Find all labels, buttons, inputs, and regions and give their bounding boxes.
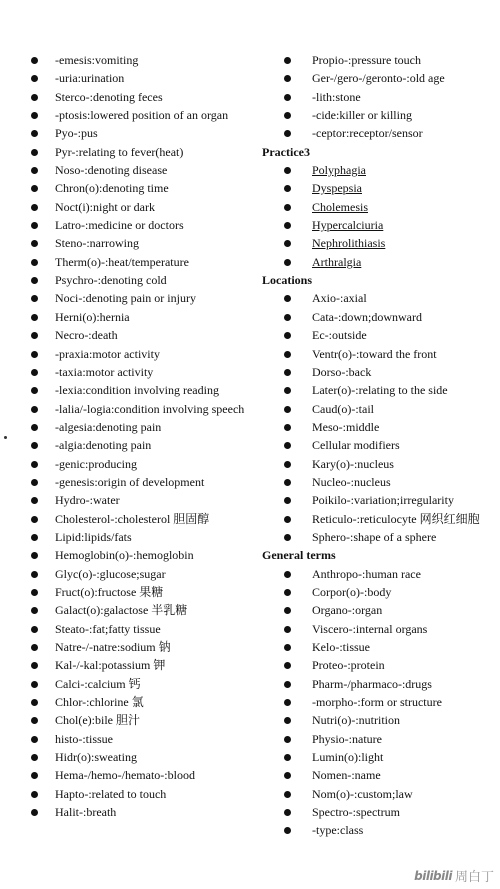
term-item (31, 381, 256, 399)
bullet-icon (31, 461, 38, 468)
list-item-text: Pyr-:relating to fever(heat) (55, 144, 184, 159)
general-term-item (262, 675, 498, 693)
term-item (31, 510, 256, 528)
list-item-text: -genic:producing (55, 456, 137, 471)
bullet-icon (284, 589, 291, 596)
term-item (31, 308, 256, 326)
list-item-text: Nephrolithiasis (312, 236, 386, 251)
bullet-icon (284, 736, 291, 743)
location-item (262, 289, 498, 307)
list-item-text: Pyo-:pus (55, 126, 98, 141)
list-item-text: -ptosis:lowered position of an organ (55, 108, 229, 123)
list-item-text: Steno-:narrowing (55, 236, 139, 251)
bullet-icon (284, 57, 291, 64)
term-item (31, 253, 256, 271)
term-item (31, 638, 256, 656)
general-term-item (262, 711, 498, 729)
general-term-item (262, 620, 498, 638)
list-item-text: -algesia:denoting pain (55, 419, 162, 434)
list-item-text: -type:class (312, 823, 364, 838)
list-item-text: Nucleo-:nucleus (312, 474, 391, 489)
bullet-icon (31, 754, 38, 761)
list-item-text: Nutri(o)-:nutrition (312, 713, 400, 728)
term-item (31, 785, 256, 803)
bullet-icon (31, 204, 38, 211)
stray-dot (4, 436, 7, 439)
list-item-text: Propio-:pressure touch (312, 53, 421, 67)
list-item-text: Proteo-:protein (312, 658, 385, 673)
term-item (31, 766, 256, 784)
term-item (31, 271, 256, 289)
bullet-icon (284, 644, 291, 651)
list-item-text: Lipid:lipids/fats (55, 529, 132, 544)
bullet-icon (31, 369, 38, 376)
list-item-text: Lumin(o):light (312, 750, 384, 765)
list-item-text: Sphero-:shape of a sphere (312, 529, 437, 544)
bullet-icon (284, 626, 291, 633)
list-item-text: Organo-:organ (312, 603, 383, 618)
bullet-icon (284, 369, 291, 376)
location-item (262, 455, 498, 473)
term-item (31, 656, 256, 674)
bullet-icon (284, 167, 291, 174)
term-item (31, 216, 256, 234)
list-item-text: Chlor-:chlorine 氯 (55, 695, 144, 710)
list-item-text: Ventr(o)-:toward the front (312, 346, 437, 361)
term-item (31, 620, 256, 638)
list-item-text: -emesis:vomiting (55, 53, 139, 67)
term-item (31, 69, 256, 87)
bullet-icon (284, 112, 291, 119)
term-item (31, 473, 256, 491)
bullet-icon (31, 94, 38, 101)
list-item-text: Corpor(o)-:body (312, 584, 392, 599)
term-item (31, 88, 256, 106)
general-term-item (262, 748, 498, 766)
list-item-text: Cata-:down;downward (312, 309, 422, 324)
practice-item (262, 234, 498, 252)
list-item-text: Galact(o):galactose 半乳糖 (55, 603, 188, 618)
location-item (262, 510, 498, 528)
term-item (31, 363, 256, 381)
bullet-icon (284, 94, 291, 101)
term-item (262, 106, 498, 124)
list-item-text: Hypercalciuria (312, 218, 384, 233)
list-item-text: Fruct(o):fructose 果糖 (55, 584, 164, 599)
location-item (262, 326, 498, 344)
term-item (31, 124, 256, 142)
practice-heading: Practice3 (262, 144, 310, 159)
list-item-text: Reticulo-:reticulocyte 网织红细胞 (312, 511, 480, 526)
bullet-icon (31, 424, 38, 431)
bullet-icon (284, 461, 291, 468)
watermark-author: 周白丁 (454, 870, 494, 885)
bullet-icon (284, 259, 291, 266)
list-item-text: Physio-:nature (312, 731, 382, 746)
practice-list (262, 161, 498, 271)
list-item-text: Later(o)-:relating to the side (312, 383, 448, 398)
term-item (31, 583, 256, 601)
list-item-text: Therm(o)-:heat/temperature (55, 254, 189, 269)
list-item-text: Latro-:medicine or doctors (55, 218, 184, 233)
bullet-icon (31, 259, 38, 266)
list-item-text: -lalia/-logia:condition involving speech (55, 401, 245, 416)
term-item (31, 345, 256, 363)
list-item-text: Calci-:calcium 钙 (55, 676, 141, 691)
term-item (31, 161, 256, 179)
list-item-text: Glyc(o)-:glucose;sugar (55, 566, 166, 581)
list-item-text: Caud(o)-:tail (312, 401, 374, 416)
list-item-text: Chron(o):denoting time (55, 181, 169, 196)
list-item-text: Cellular modifiers (312, 438, 400, 453)
term-item (31, 528, 256, 546)
list-item-text: -genesis:origin of development (55, 474, 205, 489)
bullet-icon (31, 736, 38, 743)
bullet-icon (31, 791, 38, 798)
list-item-text: Chol(e):bile 胆汁 (55, 713, 140, 728)
general-term-item (262, 803, 498, 821)
list-item-text: Polyphagia (312, 163, 366, 178)
bullet-icon (31, 589, 38, 596)
location-item (262, 436, 498, 454)
bullet-icon (31, 626, 38, 633)
location-item (262, 308, 498, 326)
list-item-text: -lith:stone (312, 89, 361, 104)
list-item-text: Nomen-:name (312, 768, 381, 783)
list-item-text: Dyspepsia (312, 181, 362, 196)
bullet-icon (31, 644, 38, 651)
bullet-icon (284, 406, 291, 413)
list-item-text: Spectro-:spectrum (312, 805, 400, 820)
list-item-text: Herni(o):hernia (55, 309, 130, 324)
bullet-icon (31, 534, 38, 541)
list-item-text: Steato-:fat;fatty tissue (55, 621, 161, 636)
practice-item (262, 253, 498, 271)
term-item (31, 418, 256, 436)
list-item-text: -morpho-:form or structure (312, 695, 442, 710)
list-item-text: Hemoglobin(o)-:hemoglobin (55, 548, 194, 563)
list-item-text: -cide:killer or killing (312, 108, 412, 123)
list-item-text: -taxia:motor activity (55, 364, 154, 379)
bullet-icon (284, 314, 291, 321)
term-item (262, 124, 498, 142)
term-item (262, 51, 498, 69)
term-item (31, 436, 256, 454)
term-item (31, 51, 256, 69)
general-term-item (262, 785, 498, 803)
bullet-icon (284, 699, 291, 706)
bullet-icon (284, 204, 291, 211)
location-item (262, 363, 498, 381)
bullet-icon (31, 406, 38, 413)
list-item-text: Noci-:denoting pain or injury (55, 291, 196, 306)
general-term-item (262, 656, 498, 674)
list-item-text: Meso-:middle (312, 419, 380, 434)
list-item-text: Psychro-:denoting cold (55, 273, 167, 288)
term-item (31, 601, 256, 619)
bullet-icon (31, 351, 38, 358)
general-term-item (262, 766, 498, 784)
term-item (31, 711, 256, 729)
bullet-icon (31, 149, 38, 156)
general-terms-heading: General terms (262, 548, 336, 563)
term-item (31, 730, 256, 748)
list-item-text: Ec-:outside (312, 328, 367, 343)
location-item (262, 400, 498, 418)
location-item (262, 381, 498, 399)
bullet-icon (31, 167, 38, 174)
list-item-text: -algia:denoting pain (55, 438, 152, 453)
bullet-icon (31, 314, 38, 321)
bullet-icon (31, 479, 38, 486)
term-item (31, 491, 256, 509)
general-terms-list (262, 565, 498, 840)
bullet-icon (31, 571, 38, 578)
list-item-text: Halit-:breath (55, 805, 117, 820)
right-column (262, 51, 498, 840)
list-item-text: Hema-/hemo-/hemato-:blood (55, 768, 195, 783)
general-term-item (262, 583, 498, 601)
list-item-text: Kary(o)-:nucleus (312, 456, 394, 471)
term-item (31, 675, 256, 693)
list-item-text: Noct(i):night or dark (55, 199, 155, 214)
term-item (31, 234, 256, 252)
term-item (31, 289, 256, 307)
list-item-text: Ger-/gero-/geronto-:old age (312, 71, 445, 86)
term-item (31, 326, 256, 344)
location-item (262, 345, 498, 363)
intro-list (262, 51, 498, 143)
general-term-item (262, 821, 498, 839)
term-item (31, 179, 256, 197)
term-item (31, 455, 256, 473)
left-column (31, 51, 256, 821)
bullet-icon (31, 112, 38, 119)
list-item-text: Axio-:axial (312, 291, 367, 306)
bullet-icon (31, 681, 38, 688)
list-item-text: Sterco-:denoting feces (55, 89, 163, 104)
general-term-item (262, 565, 498, 583)
location-item (262, 418, 498, 436)
locations-list (262, 289, 498, 546)
term-item (31, 748, 256, 766)
list-item-text: Nom(o)-:custom;law (312, 786, 413, 801)
bullet-icon (284, 351, 291, 358)
list-item-text: Arthralgia (312, 254, 362, 269)
term-item (31, 565, 256, 583)
list-item-text: -praxia:motor activity (55, 346, 160, 361)
location-item (262, 473, 498, 491)
list-item-text: Hydro-:water (55, 493, 120, 508)
general-term-item (262, 601, 498, 619)
term-item (31, 693, 256, 711)
list-item-text: Kal-/-kal:potassium 钾 (55, 658, 166, 673)
bullet-icon (284, 571, 291, 578)
general-term-item (262, 730, 498, 748)
bullet-icon (284, 516, 291, 523)
term-item (31, 546, 256, 564)
list-item-text: Viscero-:internal organs (312, 621, 428, 636)
term-item (31, 198, 256, 216)
locations-heading: Locations (262, 273, 313, 288)
list-item-text: -lexia:condition involving reading (55, 383, 219, 398)
bullet-icon (284, 681, 291, 688)
bullet-icon (284, 534, 291, 541)
location-item (262, 528, 498, 546)
list-item-text: -uria:urination (55, 71, 125, 86)
list-item-text: Natre-/-natre:sodium 钠 (55, 640, 171, 654)
list-item-text: Hapto-:related to touch (55, 786, 167, 801)
list-item-text: Pharm-/pharmaco-:drugs (312, 676, 432, 691)
practice-item (262, 161, 498, 179)
list-item-text: Cholemesis (312, 199, 368, 214)
term-item (262, 88, 498, 106)
list-item-text: Hidr(o):sweating (55, 750, 137, 765)
practice-item (262, 216, 498, 234)
term-item (31, 803, 256, 821)
list-item-text: histo-:tissue (55, 731, 114, 746)
location-item (262, 491, 498, 509)
term-item (31, 143, 256, 161)
bullet-icon (31, 516, 38, 523)
watermark (414, 866, 494, 885)
list-item-text: Necro-:death (55, 328, 118, 343)
list-item-text: Anthropo-:human race (312, 566, 421, 581)
list-item-text: Dorso-:back (312, 364, 372, 379)
bullet-icon (284, 754, 291, 761)
list-item-text: Kelo-:tissue (312, 640, 370, 654)
bullet-icon (284, 479, 291, 486)
bullet-icon (284, 791, 291, 798)
bullet-icon (31, 57, 38, 64)
bilibili-logo: bilibili (414, 868, 452, 883)
list-item-text: Poikilo-:variation;irregularity (312, 493, 454, 508)
bullet-icon (31, 699, 38, 706)
practice-item (262, 198, 498, 216)
list-item-text: Noso-:denoting disease (55, 163, 168, 178)
practice-item (262, 179, 498, 197)
term-item (31, 106, 256, 124)
list-item-text: Cholesterol-:cholesterol 胆固醇 (55, 511, 210, 526)
general-term-item (262, 693, 498, 711)
bullet-icon (284, 424, 291, 431)
term-item (31, 400, 256, 418)
term-item (262, 69, 498, 87)
list-item-text: -ceptor:receptor/sensor (312, 126, 423, 141)
general-term-item (262, 638, 498, 656)
